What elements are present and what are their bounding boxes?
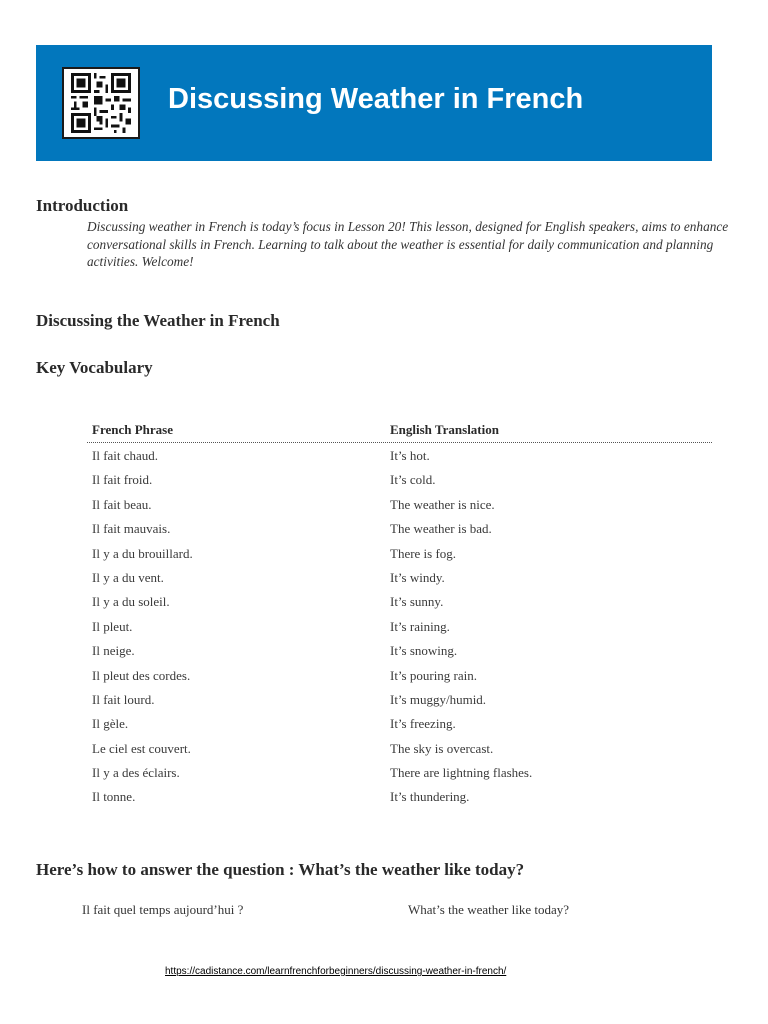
header-banner: [36, 45, 712, 161]
table-row: [87, 711, 712, 735]
table-row: [87, 614, 712, 638]
french-phrase: Il pleut des cordes.: [92, 667, 191, 683]
qr-code-icon: [69, 73, 133, 133]
english-translation: It’s muggy/humid.: [390, 691, 487, 707]
table-row: [87, 638, 712, 662]
column-header-french: French Phrase: [92, 422, 173, 437]
french-phrase: Il gèle.: [92, 716, 129, 732]
english-translation: It’s windy.: [390, 569, 445, 585]
french-phrase: Le ciel est couvert.: [92, 740, 191, 756]
table-row: [87, 760, 712, 784]
french-phrase: Il pleut.: [92, 618, 133, 634]
english-translation: It’s cold.: [390, 472, 436, 488]
intro-heading: Introduction: [36, 196, 129, 215]
french-phrase: Il fait chaud.: [92, 448, 159, 463]
french-phrase: Il tonne.: [92, 789, 136, 805]
french-phrase: Il y a du soleil.: [92, 594, 170, 610]
table-row: [87, 736, 712, 760]
table-row: [87, 589, 712, 613]
vocabulary-table: [87, 422, 712, 809]
page-title: Discussing Weather in French: [168, 83, 584, 115]
french-phrase: Il fait lourd.: [92, 691, 155, 707]
table-row: [87, 565, 712, 589]
table-row: [87, 687, 712, 711]
table-row: [87, 467, 712, 491]
table-body: [87, 443, 712, 809]
english-translation: The weather is bad.: [390, 521, 492, 537]
intro-text: Discussing weather in French is today’s focus in Lesson 20! This lesson, designed for English speakers, aims to enhance conversational skills in French. Learning to talk about the weather is essential for daily communication and planning activities. Welcome!: [87, 219, 729, 269]
english-translation: It’s raining.: [390, 618, 450, 634]
table-row: [87, 443, 712, 467]
english-translation: It’s thundering.: [390, 789, 470, 805]
answer-french: Il fait quel temps aujourd’hui ?: [82, 902, 244, 917]
table-row: [87, 516, 712, 540]
english-translation: It’s snowing.: [390, 643, 458, 659]
column-header-english: English Translation: [390, 422, 499, 437]
french-phrase: Il neige.: [92, 643, 135, 659]
english-translation: It’s freezing.: [390, 716, 456, 732]
source-link[interactable]: https://cadistance.com/learnfrenchforbeginners/discussing-weather-in-french/: [165, 966, 507, 977]
section-heading-vocab: Key Vocabulary: [36, 358, 153, 377]
english-translation: There are lightning flashes.: [390, 765, 533, 781]
english-translation: The weather is nice.: [390, 496, 495, 512]
answer-heading: Here’s how to answer the question : What’s the weather like today?: [36, 860, 525, 879]
english-translation: It’s pouring rain.: [390, 667, 478, 683]
table-row: [87, 663, 712, 687]
french-phrase: Il fait mauvais.: [92, 521, 171, 537]
answer-english: What’s the weather like today?: [408, 902, 569, 917]
section-heading-discussing: Discussing the Weather in French: [36, 311, 280, 330]
table-row: [87, 541, 712, 565]
french-phrase: Il y a des éclairs.: [92, 765, 180, 781]
english-translation: It’s sunny.: [390, 594, 444, 610]
english-translation: There is fog.: [390, 545, 457, 561]
french-phrase: Il y a du vent.: [92, 569, 164, 585]
english-translation: The sky is overcast.: [390, 740, 494, 756]
qr-code: [62, 67, 140, 139]
french-phrase: Il fait beau.: [92, 496, 152, 512]
table-row: [87, 784, 712, 808]
french-phrase: Il y a du brouillard.: [92, 545, 193, 561]
table-header: [87, 422, 712, 443]
table-row: [87, 492, 712, 516]
english-translation: It’s hot.: [390, 448, 430, 463]
french-phrase: Il fait froid.: [92, 472, 153, 488]
